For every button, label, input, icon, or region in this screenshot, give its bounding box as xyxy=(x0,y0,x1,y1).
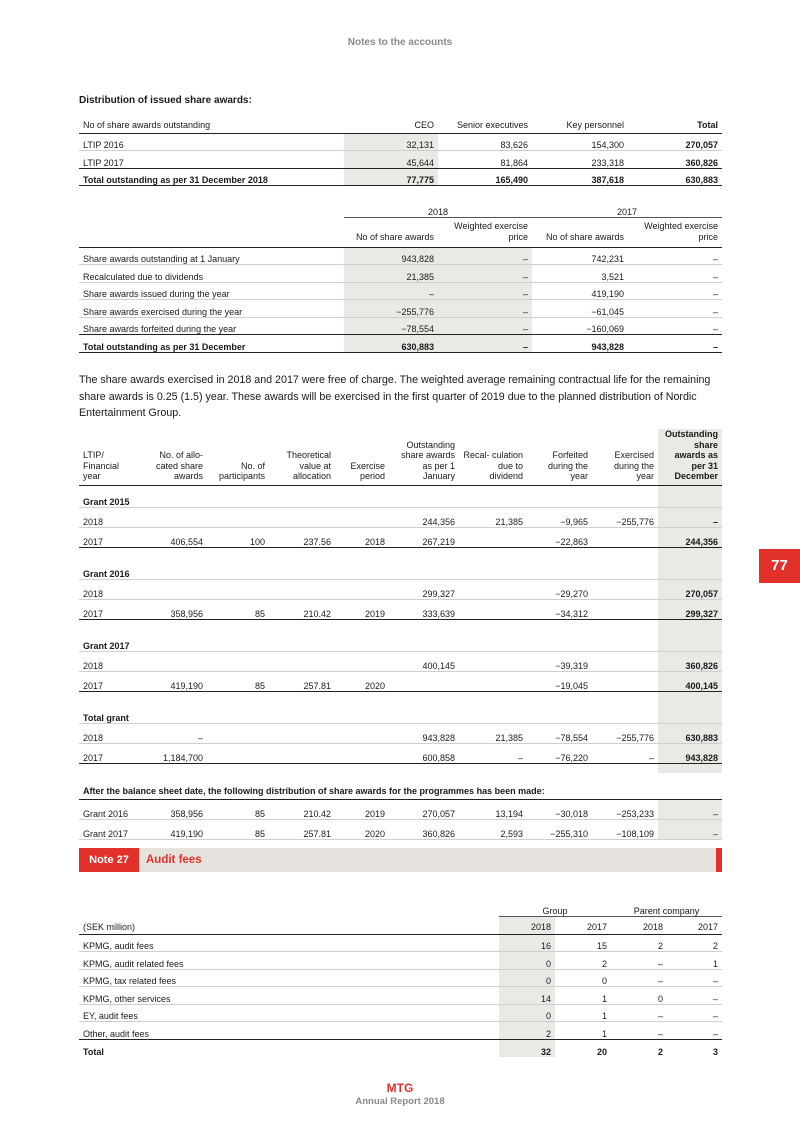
col-header: 2017 xyxy=(667,916,722,934)
cell: – xyxy=(438,265,532,283)
cell: 0 xyxy=(499,1004,555,1022)
cell: – xyxy=(628,282,722,300)
cell: 21,385 xyxy=(459,723,527,743)
cell: 742,231 xyxy=(532,247,628,265)
cell: 630,883 xyxy=(628,168,722,186)
cell xyxy=(335,651,389,671)
cell: KPMG, audit related fees xyxy=(79,952,499,970)
row-label: Share awards outstanding at 1 January xyxy=(79,247,344,265)
note-label: Note 27 xyxy=(79,848,139,872)
cell: 1,184,700 xyxy=(162,752,203,763)
cell xyxy=(592,651,658,671)
cell: 943,828 xyxy=(344,247,438,265)
cell: 20 xyxy=(555,1039,611,1057)
cell xyxy=(459,599,527,619)
col-header: 2018 xyxy=(499,916,555,934)
cell: Other, audit fees xyxy=(83,1028,150,1039)
group-header-row xyxy=(79,557,722,579)
table-row xyxy=(79,599,722,619)
distribution-table xyxy=(79,112,722,186)
cell: 2018 xyxy=(79,579,141,599)
row-label: Share awards forfeited during the year xyxy=(83,324,237,334)
cell: 0 xyxy=(611,987,667,1005)
cell xyxy=(269,579,335,599)
cell: −34,312 xyxy=(555,608,588,619)
cell xyxy=(141,579,207,599)
total-row xyxy=(79,335,722,353)
cell: 2 xyxy=(555,952,611,970)
cell: 21,385 xyxy=(344,265,438,283)
cell: 2018 xyxy=(79,723,141,743)
cell xyxy=(459,579,527,599)
footer-report: Annual Report 2018 xyxy=(355,1096,445,1107)
cell: – xyxy=(628,300,722,318)
cell xyxy=(335,743,389,763)
mtg-logo xyxy=(386,1081,414,1094)
cell: 2018 xyxy=(79,651,141,671)
cell: 943,828 xyxy=(532,335,628,353)
cell xyxy=(389,671,459,691)
cell xyxy=(459,671,527,691)
row-label: Recalculated due to dividends xyxy=(79,265,344,283)
table-row xyxy=(79,507,722,527)
cell: 2 xyxy=(611,1039,667,1057)
cell: 0 xyxy=(499,969,555,987)
col-header: Forfeited during the year xyxy=(527,429,592,485)
cell: 2 xyxy=(667,934,722,952)
cell: – xyxy=(667,987,722,1005)
cell: 2018 xyxy=(79,507,141,527)
cell: KPMG, audit fees xyxy=(79,934,499,952)
cell: −255,776 xyxy=(344,300,438,318)
cell: −30,018 xyxy=(527,799,592,819)
cell: – xyxy=(658,1028,664,1039)
cell: 210.42 xyxy=(303,608,331,619)
cell: – xyxy=(667,1004,722,1022)
cell: 77,775 xyxy=(344,168,438,186)
cell: 360,826 xyxy=(658,651,722,671)
cell xyxy=(207,651,269,671)
col-header: No of share awards xyxy=(344,217,438,247)
cell: 0 xyxy=(555,969,611,987)
cell: −160,069 xyxy=(586,324,624,334)
audit-fees-table xyxy=(79,902,722,1057)
table-row xyxy=(79,1004,722,1022)
cell: 32 xyxy=(499,1039,555,1057)
cell: 406,554 xyxy=(170,536,203,547)
cell: – xyxy=(611,1004,667,1022)
table-row xyxy=(79,247,722,265)
col-header: No of share awards outstanding xyxy=(79,112,344,133)
col-header: Theoretical value at allocation xyxy=(269,429,335,485)
cell: 100 xyxy=(249,536,265,547)
cell: −108,109 xyxy=(592,819,658,839)
cell: 154,300 xyxy=(532,133,628,151)
col-header: Exercised during the year xyxy=(592,429,658,485)
col-header: 2017 xyxy=(555,916,611,934)
cell xyxy=(269,723,335,743)
cell: 2 xyxy=(611,934,667,952)
cell: −22,863 xyxy=(555,536,588,547)
cell: −253,233 xyxy=(592,799,658,819)
col-header: Key personnel xyxy=(532,112,628,133)
cell: 85 xyxy=(207,819,269,839)
movement-table xyxy=(79,203,722,353)
cell: 2017 xyxy=(83,752,104,763)
cell: 419,190 xyxy=(141,819,207,839)
cell xyxy=(592,671,658,691)
cell: 2019 xyxy=(364,608,385,619)
cell: 267,219 xyxy=(422,536,455,547)
col-header: Recal- culation due to dividend xyxy=(459,429,527,485)
cell xyxy=(459,651,527,671)
table-row xyxy=(79,265,722,283)
cell: −78,554 xyxy=(344,317,438,335)
cell: 360,826 xyxy=(389,819,459,839)
parent-header: Parent company xyxy=(611,902,722,916)
cell: – xyxy=(658,819,722,839)
after-note-row xyxy=(79,773,722,799)
ltip-header-row xyxy=(79,429,722,485)
cell xyxy=(335,579,389,599)
cell: 387,618 xyxy=(532,168,628,186)
cell: 299,327 xyxy=(658,599,722,619)
running-title: Notes to the accounts xyxy=(347,37,453,48)
cell: 419,190 xyxy=(170,680,203,691)
cell xyxy=(207,579,269,599)
cell: 2017 xyxy=(83,608,104,619)
after-note: After the balance sheet date, the following distribution of share awards for the programmes has been made: xyxy=(79,773,722,799)
cell xyxy=(592,599,658,619)
unit-label: (SEK million) xyxy=(79,916,499,934)
cell: – xyxy=(344,282,438,300)
cell: 1 xyxy=(667,952,722,970)
group-header-row xyxy=(79,485,722,507)
cell: 2020 xyxy=(364,680,385,691)
distribution-title: Distribution of issued share awards: xyxy=(79,95,252,106)
cell: – xyxy=(658,507,722,527)
cell: 244,356 xyxy=(389,507,459,527)
cell: 600,858 xyxy=(422,752,455,763)
cell: 81,864 xyxy=(500,157,528,168)
year-header: 2017 xyxy=(532,203,722,217)
group-title: Grant 2015 xyxy=(79,485,658,507)
group-header-row xyxy=(79,701,722,723)
cell: 2 xyxy=(499,1022,555,1040)
cell: – xyxy=(438,335,532,353)
cell: 237.56 xyxy=(303,536,331,547)
table-row xyxy=(79,987,722,1005)
cell: −255,776 xyxy=(592,723,658,743)
table-row xyxy=(79,579,722,599)
table-row xyxy=(79,300,722,318)
cell: 45,644 xyxy=(344,151,438,169)
row-label: Share awards issued during the year xyxy=(79,282,344,300)
row-label: Total outstanding as per 31 December 2018 xyxy=(79,168,344,186)
spacer-row xyxy=(79,691,722,701)
cell xyxy=(269,507,335,527)
cell: −9,965 xyxy=(527,507,592,527)
cell: 2,593 xyxy=(459,819,527,839)
col-header: Outstanding share awards as per 31 December xyxy=(658,429,722,485)
table-row xyxy=(79,934,722,952)
cell: 21,385 xyxy=(459,507,527,527)
cell: 0 xyxy=(499,952,555,970)
cell: 1 xyxy=(555,1004,611,1022)
logo-text: MTG xyxy=(386,1081,414,1094)
cell: 14 xyxy=(499,987,555,1005)
cell xyxy=(207,723,269,743)
cell: – xyxy=(141,723,207,743)
cell: 257.81 xyxy=(269,819,335,839)
cell: – xyxy=(658,799,722,819)
col-header: No. of allo- cated share awards xyxy=(141,429,207,485)
cell: 244,356 xyxy=(658,527,722,547)
cell: −255,310 xyxy=(527,819,592,839)
cell: 299,327 xyxy=(389,579,459,599)
group-header: Group xyxy=(499,902,611,916)
table-row xyxy=(79,819,722,839)
cell: 3,521 xyxy=(532,265,628,283)
col-header: Weighted exercise price xyxy=(438,217,532,247)
cell: 13,194 xyxy=(459,799,527,819)
cell: 630,883 xyxy=(344,335,438,353)
col-header: Exercise period xyxy=(335,429,389,485)
cell: – xyxy=(611,952,667,970)
cell: 2018 xyxy=(364,536,385,547)
col-header: No of share awards xyxy=(532,217,628,247)
cell xyxy=(335,507,389,527)
cell: Total xyxy=(79,1039,499,1057)
cell: 270,057 xyxy=(628,133,722,151)
table-row xyxy=(79,1022,722,1040)
cell: 3 xyxy=(667,1039,722,1057)
spacer-row xyxy=(79,763,722,773)
group-title: Total grant xyxy=(79,701,658,723)
table-row xyxy=(79,317,722,335)
table-row xyxy=(79,723,722,743)
cell: −39,319 xyxy=(527,651,592,671)
cell: – xyxy=(712,324,718,334)
cell: – xyxy=(611,969,667,987)
cell: – xyxy=(438,247,532,265)
cell: – xyxy=(517,752,523,763)
row-label: Share awards exercised during the year xyxy=(79,300,344,318)
cell: 257.81 xyxy=(303,680,331,691)
cell: −255,776 xyxy=(592,507,658,527)
cell: 270,057 xyxy=(389,799,459,819)
cell: 333,639 xyxy=(422,608,455,619)
cell xyxy=(207,743,269,763)
group-header-row xyxy=(79,629,722,651)
table-row xyxy=(79,282,722,300)
note-27-header xyxy=(79,848,722,872)
table-row xyxy=(79,799,722,819)
cell: 630,883 xyxy=(658,723,722,743)
cell: – xyxy=(713,1028,719,1039)
cell: 2020 xyxy=(335,819,389,839)
row-label: Total outstanding as per 31 December xyxy=(79,335,344,353)
total-row xyxy=(79,1039,722,1057)
col-header: 2018 xyxy=(611,916,667,934)
cell xyxy=(141,507,207,527)
table-row xyxy=(79,133,722,151)
cell: 83,626 xyxy=(438,133,532,151)
ltip-table xyxy=(79,429,722,840)
table-row xyxy=(79,952,722,970)
col-header: Weighted exercise price xyxy=(628,217,722,247)
cell: 400,145 xyxy=(658,671,722,691)
cell: – xyxy=(667,969,722,987)
cell: 2017 xyxy=(83,680,104,691)
cell: 165,490 xyxy=(438,168,532,186)
col-header: No. of participants xyxy=(207,429,269,485)
cell: 85 xyxy=(254,680,265,691)
cell: Grant 2017 xyxy=(79,819,141,839)
cell: 358,956 xyxy=(170,608,203,619)
table-row xyxy=(79,969,722,987)
table-row xyxy=(79,651,722,671)
cell: – xyxy=(628,265,722,283)
table-row xyxy=(79,527,722,547)
cell: 2019 xyxy=(335,799,389,819)
cell: 943,828 xyxy=(658,743,722,763)
cell: 400,145 xyxy=(389,651,459,671)
cell: KPMG, other services xyxy=(79,987,499,1005)
cell xyxy=(269,743,335,763)
group-title: Grant 2016 xyxy=(79,557,658,579)
cell xyxy=(141,651,207,671)
note-bar-accent xyxy=(716,848,722,872)
cell: 270,057 xyxy=(658,579,722,599)
cell: 2017 xyxy=(83,536,104,547)
col-header: Total xyxy=(628,112,722,133)
cell: 419,190 xyxy=(532,282,628,300)
cell: – xyxy=(438,317,532,335)
col-header: LTIP/ Financial year xyxy=(79,429,141,485)
cell: 1 xyxy=(602,1028,608,1039)
cell: – xyxy=(438,300,532,318)
group-title: Grant 2017 xyxy=(79,629,658,651)
cell: 85 xyxy=(207,799,269,819)
cell xyxy=(269,651,335,671)
spacer-row xyxy=(79,619,722,629)
table-row xyxy=(79,151,722,169)
cell xyxy=(592,527,658,547)
row-label: LTIP 2017 xyxy=(83,157,124,168)
cell: 85 xyxy=(254,608,265,619)
cell: 358,956 xyxy=(141,799,207,819)
cell: 943,828 xyxy=(389,723,459,743)
cell: 233,318 xyxy=(591,157,624,168)
col-header: Outstanding share awards as per 1 January xyxy=(389,429,459,485)
col-header: CEO xyxy=(344,112,438,133)
row-label: LTIP 2016 xyxy=(79,133,344,151)
spacer-row xyxy=(79,547,722,557)
cell: 32,131 xyxy=(344,133,438,151)
cell xyxy=(592,579,658,599)
cell: – xyxy=(648,752,654,763)
cell: 360,826 xyxy=(685,157,718,168)
table-row xyxy=(79,743,722,763)
page-number-tab: 77 xyxy=(759,549,800,583)
cell: KPMG, tax related fees xyxy=(79,969,499,987)
cell xyxy=(207,507,269,527)
total-row xyxy=(79,168,722,186)
cell: 210.42 xyxy=(269,799,335,819)
cell: – xyxy=(438,282,532,300)
cell: 16 xyxy=(499,934,555,952)
cell xyxy=(459,527,527,547)
cell: −61,045 xyxy=(532,300,628,318)
cell: −78,554 xyxy=(527,723,592,743)
table-row xyxy=(79,671,722,691)
cell: EY, audit fees xyxy=(79,1004,499,1022)
cell: 1 xyxy=(555,987,611,1005)
year-header: 2018 xyxy=(344,203,532,217)
body-paragraph: The share awards exercised in 2018 and 2017 were free of charge. The weighted average remaining contractual life for the remaining share awards is 0.25 (1.5) year. These awards will be exercised in the first quarter of 2019 due to the planned distribution of Nordic Entertainment Group. xyxy=(79,374,711,419)
note-title: Audit fees xyxy=(146,854,202,866)
cell: −19,045 xyxy=(555,680,588,691)
cell: −29,270 xyxy=(527,579,592,599)
cell: 15 xyxy=(555,934,611,952)
cell: Grant 2016 xyxy=(79,799,141,819)
cell: −76,220 xyxy=(555,752,588,763)
col-header: Senior executives xyxy=(438,112,532,133)
cell: – xyxy=(628,335,722,353)
cell: – xyxy=(628,247,722,265)
cell xyxy=(335,723,389,743)
